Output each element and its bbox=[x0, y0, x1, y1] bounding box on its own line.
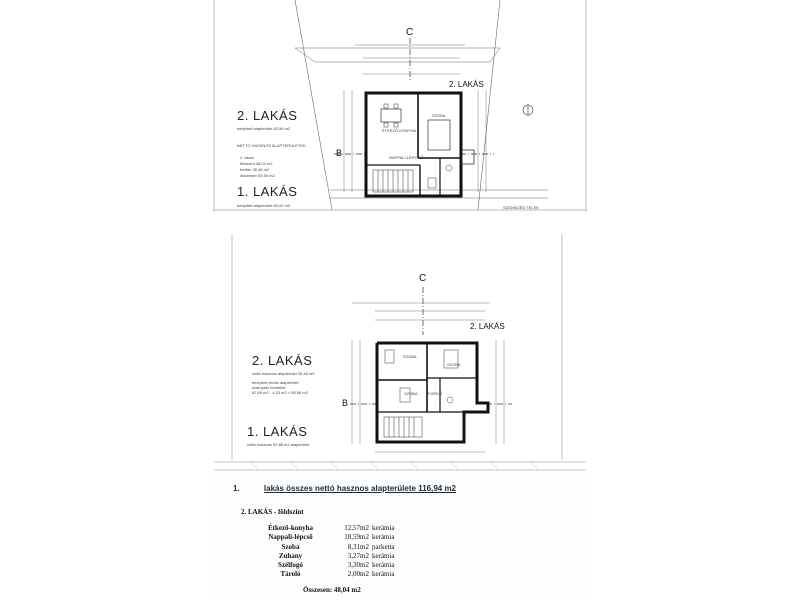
unit-label-2-mid-right: 2. LAKÁS bbox=[470, 322, 505, 331]
room-area: 3,27m2 bbox=[347, 551, 369, 560]
note-row-4: összesen 83,50 m2 bbox=[240, 173, 275, 178]
room-label-dining: ÉTKEZŐ-KONYHA bbox=[382, 128, 417, 133]
room-area: 3,30m2 bbox=[347, 561, 369, 570]
unit-label-2-mid: 2. LAKÁS bbox=[252, 353, 313, 368]
table-row bbox=[254, 561, 412, 570]
table-row bbox=[254, 524, 412, 533]
room-material: parketta bbox=[372, 542, 395, 551]
section-letter-c-top: C bbox=[406, 27, 414, 38]
room-label-d: FÜRDŐ bbox=[428, 391, 443, 396]
room-label-c: SZOBA bbox=[404, 391, 418, 396]
room-label-living: NAPPALI-LÉPCSŐ bbox=[389, 155, 424, 160]
room-label-room: SZOBA bbox=[432, 113, 446, 118]
room-area: 8,31m2 bbox=[347, 542, 369, 551]
room-label-b: SZOBA bbox=[447, 362, 461, 367]
note-row-3: tetőtér 35,46 m2 bbox=[240, 167, 270, 172]
table-row bbox=[254, 552, 412, 561]
room-area: 2,00m2 bbox=[347, 570, 369, 579]
room-material: kerámia bbox=[372, 561, 395, 570]
note-area-top: beépített alapterület 62,59 m2 bbox=[237, 126, 291, 131]
unit-note-lower-mid: nettó hasznos 50,85 m2 alapterület bbox=[247, 442, 310, 447]
room-material: kerámia bbox=[372, 551, 395, 560]
room-material: kerámia bbox=[372, 524, 395, 532]
summary-title-text: lakás összes nettó hasznos alapterülete 116,94 m2 bbox=[263, 484, 456, 493]
summary-number: 1. bbox=[233, 484, 240, 493]
room-name: Tároló bbox=[280, 570, 301, 579]
table-row bbox=[254, 533, 412, 542]
room-area: 12,57m2 bbox=[344, 524, 369, 532]
note-lower-top: beépített alapterület 60,92 m2 bbox=[237, 203, 291, 208]
room-name: Szoba bbox=[281, 542, 300, 551]
unit-note-mid: nettó hasznos alapterület 35,46 m2 bbox=[252, 371, 315, 376]
table-row bbox=[254, 570, 412, 579]
note-row-1: 2. lakás bbox=[240, 155, 254, 160]
room-name: Nappali-lépcső bbox=[268, 533, 313, 542]
unit-label-1-mid: 1. LAKÁS bbox=[247, 424, 308, 439]
unit-label-1-top: 1. LAKÁS bbox=[237, 184, 298, 199]
unit-label-2-top-right: 2. LAKÁS bbox=[449, 80, 484, 89]
room-name: Zuhany bbox=[278, 551, 303, 560]
room-area: 18,59m2 bbox=[344, 533, 369, 542]
unit-note-mid-sub3: 62,59 m2 - 4,03 m2 = 58,56 m2 bbox=[252, 390, 308, 395]
rooms-table bbox=[254, 524, 412, 580]
unit-note-mid-sub2: szárnyékí területtel bbox=[252, 385, 286, 390]
neighbor-label: SZOMSZÉD TELEK bbox=[503, 205, 539, 210]
axis-label-b-mid: B bbox=[342, 398, 349, 408]
total-area: Összesen: 48,04 m2 bbox=[303, 586, 361, 594]
room-material: kerámia bbox=[372, 570, 395, 579]
room-name: Szélfogó bbox=[278, 561, 303, 570]
room-name: Étkező-konyha bbox=[267, 524, 314, 532]
note-row-2: földszint 48,04 m2 bbox=[240, 161, 273, 166]
table-row bbox=[254, 543, 412, 552]
unit-note-mid-sub1: beépített bruttó alapterület bbox=[252, 380, 299, 385]
summary-title bbox=[233, 484, 456, 493]
section-letter-c-mid: C bbox=[419, 273, 427, 284]
room-label-a: SZOBA bbox=[403, 354, 417, 359]
axis-label-b-top: B bbox=[336, 148, 343, 158]
room-material: kerámia bbox=[372, 533, 395, 542]
floor-title: 2. LAKÁS - földszint bbox=[241, 508, 304, 516]
note-heading-top: NETTÓ HASZNOS ALAPTERÜLETEK bbox=[237, 143, 306, 148]
unit-label-2-top: 2. LAKÁS bbox=[237, 108, 298, 123]
